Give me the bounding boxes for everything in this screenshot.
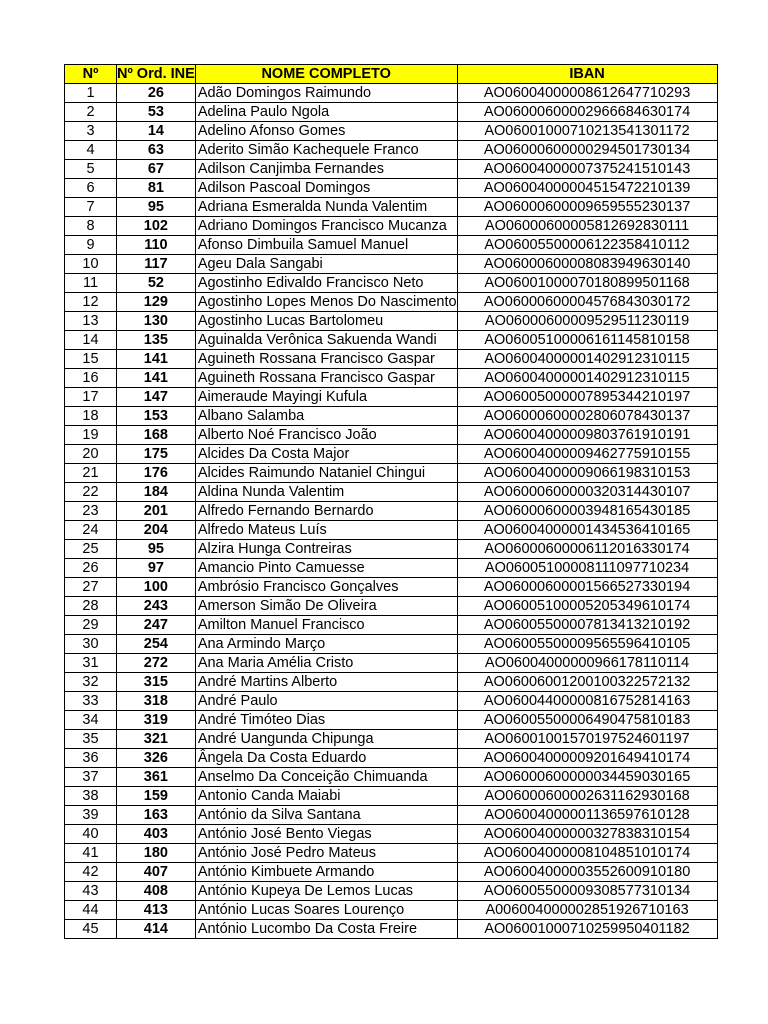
full-name-cell: Antonio Canda Maiabi [195, 787, 457, 806]
table-row [65, 806, 718, 825]
full-name-cell: Afonso Dimbuila Samuel Manuel [195, 236, 457, 255]
table-row [65, 293, 718, 312]
row-number-cell: 44 [65, 901, 117, 920]
full-name-cell: Adelino Afonso Gomes [195, 122, 457, 141]
full-name-cell: Aderito Simão Kachequele Franco [195, 141, 457, 160]
iban-cell: AO06004000009066198310153 [457, 464, 717, 483]
order-ine-cell: 315 [117, 673, 196, 692]
iban-cell: AO06004000004515472210139 [457, 179, 717, 198]
header-row [65, 65, 718, 84]
iban-cell: AO06000600000294501730134 [457, 141, 717, 160]
order-ine-cell: 52 [117, 274, 196, 293]
row-number-cell: 25 [65, 540, 117, 559]
table-row [65, 84, 718, 103]
row-number-cell: 38 [65, 787, 117, 806]
order-ine-cell: 184 [117, 483, 196, 502]
order-ine-cell: 53 [117, 103, 196, 122]
order-ine-cell: 81 [117, 179, 196, 198]
iban-cell: AO06000600002966684630174 [457, 103, 717, 122]
order-ine-cell: 26 [117, 84, 196, 103]
iban-cell: AO06004000001136597610128 [457, 806, 717, 825]
full-name-cell: Alzira Hunga Contreiras [195, 540, 457, 559]
row-number-cell: 11 [65, 274, 117, 293]
order-ine-cell: 176 [117, 464, 196, 483]
row-number-cell: 45 [65, 920, 117, 939]
iban-cell: AO06004400000816752814163 [457, 692, 717, 711]
row-number-cell: 39 [65, 806, 117, 825]
table-row [65, 331, 718, 350]
row-number-cell: 10 [65, 255, 117, 274]
row-number-cell: 30 [65, 635, 117, 654]
row-number-cell: 24 [65, 521, 117, 540]
full-name-cell: Ângela Da Costa Eduardo [195, 749, 457, 768]
order-ine-cell: 141 [117, 369, 196, 388]
iban-cell: AO06004000009201649410174 [457, 749, 717, 768]
row-number-cell: 7 [65, 198, 117, 217]
iban-cell: AO06000600004576843030172 [457, 293, 717, 312]
full-name-cell: André Paulo [195, 692, 457, 711]
iban-cell: AO06001000710213541301172 [457, 122, 717, 141]
order-ine-cell: 159 [117, 787, 196, 806]
table-row [65, 730, 718, 749]
col-header-order-ine: Nº Ord. INE [117, 66, 195, 82]
employee-iban-table [64, 64, 718, 939]
full-name-cell: Agostinho Lucas Bartolomeu [195, 312, 457, 331]
row-number-cell: 2 [65, 103, 117, 122]
full-name-cell: Adriano Domingos Francisco Mucanza [195, 217, 457, 236]
row-number-cell: 42 [65, 863, 117, 882]
row-number-cell: 32 [65, 673, 117, 692]
table-row [65, 673, 718, 692]
col-header-full-name: NOME COMPLETO [195, 65, 457, 84]
table-row [65, 274, 718, 293]
order-ine-cell: 67 [117, 160, 196, 179]
iban-cell: AO06004000001402912310115 [457, 369, 717, 388]
order-ine-cell: 117 [117, 255, 196, 274]
full-name-cell: Amilton Manuel Francisco [195, 616, 457, 635]
full-name-cell: Alcides Raimundo Nataniel Chingui [195, 464, 457, 483]
full-name-cell: André Timóteo Dias [195, 711, 457, 730]
full-name-cell: Anselmo Da Conceição Chimuanda [195, 768, 457, 787]
table-row [65, 103, 718, 122]
table-row [65, 521, 718, 540]
table-row [65, 502, 718, 521]
order-ine-cell: 135 [117, 331, 196, 350]
table-row [65, 426, 718, 445]
row-number-cell: 28 [65, 597, 117, 616]
table-row [65, 863, 718, 882]
table-row [65, 198, 718, 217]
col-header-iban: IBAN [457, 65, 717, 84]
table-row [65, 350, 718, 369]
full-name-cell: Adão Domingos Raimundo [195, 84, 457, 103]
order-ine-cell: 254 [117, 635, 196, 654]
table-row [65, 141, 718, 160]
col-header-number: Nº [65, 65, 117, 84]
table-row [65, 654, 718, 673]
full-name-cell: Aguineth Rossana Francisco Gaspar [195, 350, 457, 369]
row-number-cell: 20 [65, 445, 117, 464]
order-ine-cell: 319 [117, 711, 196, 730]
iban-cell: AO06004000003552600910180 [457, 863, 717, 882]
order-ine-cell: 147 [117, 388, 196, 407]
iban-cell: AO06005500007813413210192 [457, 616, 717, 635]
order-ine-cell: 243 [117, 597, 196, 616]
table-row [65, 749, 718, 768]
iban-cell: AO06001000070180899501168 [457, 274, 717, 293]
table-row [65, 844, 718, 863]
order-ine-cell: 180 [117, 844, 196, 863]
order-ine-cell: 110 [117, 236, 196, 255]
order-ine-cell: 97 [117, 559, 196, 578]
full-name-cell: Adelina Paulo Ngola [195, 103, 457, 122]
table-row [65, 179, 718, 198]
iban-cell: AO06004000000966178110114 [457, 654, 717, 673]
row-number-cell: 8 [65, 217, 117, 236]
iban-cell: AO06004000009462775910155 [457, 445, 717, 464]
full-name-cell: Alberto Noé Francisco João [195, 426, 457, 445]
iban-cell: AO06004000008612647710293 [457, 84, 717, 103]
row-number-cell: 23 [65, 502, 117, 521]
row-number-cell: 4 [65, 141, 117, 160]
iban-cell: AO06000600003948165430185 [457, 502, 717, 521]
iban-cell: AO06000600009529511230119 [457, 312, 717, 331]
table-row [65, 597, 718, 616]
order-ine-cell: 361 [117, 768, 196, 787]
table-row [65, 464, 718, 483]
row-number-cell: 40 [65, 825, 117, 844]
row-number-cell: 16 [65, 369, 117, 388]
iban-cell: AO06005500006122358410112 [457, 236, 717, 255]
order-ine-cell: 321 [117, 730, 196, 749]
iban-cell: AO06000600005812692830111 [457, 217, 717, 236]
row-number-cell: 18 [65, 407, 117, 426]
table-row [65, 160, 718, 179]
iban-cell: AO06000600008083949630140 [457, 255, 717, 274]
full-name-cell: Alcides Da Costa Major [195, 445, 457, 464]
order-ine-cell: 175 [117, 445, 196, 464]
full-name-cell: António José Pedro Mateus [195, 844, 457, 863]
order-ine-cell: 95 [117, 198, 196, 217]
iban-cell: AO06005100005205349610174 [457, 597, 717, 616]
table-row [65, 540, 718, 559]
iban-cell: AO06004000001434536410165 [457, 521, 717, 540]
order-ine-cell: 326 [117, 749, 196, 768]
iban-cell: AO06000600009659555230137 [457, 198, 717, 217]
order-ine-cell: 163 [117, 806, 196, 825]
table-row [65, 407, 718, 426]
full-name-cell: António da Silva Santana [195, 806, 457, 825]
full-name-cell: Aimeraude Mayingi Kufula [195, 388, 457, 407]
row-number-cell: 12 [65, 293, 117, 312]
table-row [65, 312, 718, 331]
iban-cell: AO06004000001402912310115 [457, 350, 717, 369]
row-number-cell: 14 [65, 331, 117, 350]
order-ine-cell: 318 [117, 692, 196, 711]
row-number-cell: 3 [65, 122, 117, 141]
table-row [65, 445, 718, 464]
order-ine-cell: 153 [117, 407, 196, 426]
full-name-cell: António Kimbuete Armando [195, 863, 457, 882]
order-ine-cell: 14 [117, 122, 196, 141]
iban-cell: AO06000600000320314430107 [457, 483, 717, 502]
full-name-cell: Agostinho Lopes Menos Do Nascimento [195, 293, 457, 312]
table-row [65, 901, 718, 920]
order-ine-cell: 63 [117, 141, 196, 160]
row-number-cell: 13 [65, 312, 117, 331]
iban-cell: AO06004000000327838310154 [457, 825, 717, 844]
iban-cell: AO06005500009308577310134 [457, 882, 717, 901]
order-ine-cell: 247 [117, 616, 196, 635]
table-row [65, 825, 718, 844]
row-number-cell: 43 [65, 882, 117, 901]
table-row [65, 578, 718, 597]
iban-cell: AO06000600006112016330174 [457, 540, 717, 559]
row-number-cell: 27 [65, 578, 117, 597]
row-number-cell: 41 [65, 844, 117, 863]
order-ine-cell: 102 [117, 217, 196, 236]
row-number-cell: 22 [65, 483, 117, 502]
row-number-cell: 1 [65, 84, 117, 103]
full-name-cell: Ana Armindo Março [195, 635, 457, 654]
iban-cell: AO06005500006490475810183 [457, 711, 717, 730]
table-row [65, 559, 718, 578]
iban-cell: AO06005100006161145810158 [457, 331, 717, 350]
table-row [65, 616, 718, 635]
table-row [65, 920, 718, 939]
full-name-cell: Adilson Pascoal Domingos [195, 179, 457, 198]
table-row [65, 255, 718, 274]
order-ine-cell: 141 [117, 350, 196, 369]
row-number-cell: 15 [65, 350, 117, 369]
row-number-cell: 5 [65, 160, 117, 179]
table-row [65, 236, 718, 255]
iban-cell: AO06006001200100322572132 [457, 673, 717, 692]
table-row [65, 787, 718, 806]
iban-cell: AO06005100008111097710234 [457, 559, 717, 578]
full-name-cell: Amancio Pinto Camuesse [195, 559, 457, 578]
order-ine-cell: 95 [117, 540, 196, 559]
iban-cell: AO06000600001566527330194 [457, 578, 717, 597]
order-ine-cell: 413 [117, 901, 196, 920]
table-row [65, 692, 718, 711]
order-ine-cell: 272 [117, 654, 196, 673]
order-ine-cell: 408 [117, 882, 196, 901]
full-name-cell: Aguineth Rossana Francisco Gaspar [195, 369, 457, 388]
full-name-cell: Amerson Simão De Oliveira [195, 597, 457, 616]
iban-cell: AO06005500009565596410105 [457, 635, 717, 654]
row-number-cell: 33 [65, 692, 117, 711]
full-name-cell: Alfredo Fernando Bernardo [195, 502, 457, 521]
full-name-cell: António Lucas Soares Lourenço [195, 901, 457, 920]
full-name-cell: Adriana Esmeralda Nunda Valentim [195, 198, 457, 217]
table-row [65, 122, 718, 141]
order-ine-cell: 407 [117, 863, 196, 882]
iban-cell: AO06001001570197524601197 [457, 730, 717, 749]
full-name-cell: Alfredo Mateus Luís [195, 521, 457, 540]
iban-cell: AO06004000008104851010174 [457, 844, 717, 863]
order-ine-cell: 130 [117, 312, 196, 331]
full-name-cell: André Martins Alberto [195, 673, 457, 692]
full-name-cell: António Lucombo Da Costa Freire [195, 920, 457, 939]
iban-cell: AO06000600002806078430137 [457, 407, 717, 426]
row-number-cell: 37 [65, 768, 117, 787]
full-name-cell: Adilson Canjimba Fernandes [195, 160, 457, 179]
full-name-cell: Albano Salamba [195, 407, 457, 426]
row-number-cell: 36 [65, 749, 117, 768]
table-row [65, 369, 718, 388]
iban-cell: AO06005000007895344210197 [457, 388, 717, 407]
order-ine-cell: 168 [117, 426, 196, 445]
full-name-cell: André Uangunda Chipunga [195, 730, 457, 749]
order-ine-cell: 414 [117, 920, 196, 939]
full-name-cell: Agostinho Edivaldo Francisco Neto [195, 274, 457, 293]
row-number-cell: 34 [65, 711, 117, 730]
table-row [65, 711, 718, 730]
full-name-cell: Ambrósio Francisco Gonçalves [195, 578, 457, 597]
full-name-cell: Aguinalda Verônica Sakuenda Wandi [195, 331, 457, 350]
row-number-cell: 35 [65, 730, 117, 749]
iban-cell: AO06000600000034459030165 [457, 768, 717, 787]
row-number-cell: 17 [65, 388, 117, 407]
row-number-cell: 6 [65, 179, 117, 198]
iban-cell: AO06004000009803761910191 [457, 426, 717, 445]
table-row [65, 768, 718, 787]
order-ine-cell: 201 [117, 502, 196, 521]
iban-cell: AO06004000007375241510143 [457, 160, 717, 179]
row-number-cell: 9 [65, 236, 117, 255]
order-ine-cell: 204 [117, 521, 196, 540]
row-number-cell: 31 [65, 654, 117, 673]
order-ine-cell: 100 [117, 578, 196, 597]
table-row [65, 388, 718, 407]
row-number-cell: 21 [65, 464, 117, 483]
table-row [65, 882, 718, 901]
iban-cell: A006004000002851926710163 [457, 901, 717, 920]
iban-cell: AO06001000710259950401182 [457, 920, 717, 939]
order-ine-cell: 129 [117, 293, 196, 312]
full-name-cell: Aldina Nunda Valentim [195, 483, 457, 502]
full-name-cell: Ageu Dala Sangabi [195, 255, 457, 274]
table-row [65, 483, 718, 502]
order-ine-cell: 403 [117, 825, 196, 844]
table-row [65, 635, 718, 654]
row-number-cell: 29 [65, 616, 117, 635]
iban-cell: AO06000600002631162930168 [457, 787, 717, 806]
full-name-cell: António Kupeya De Lemos Lucas [195, 882, 457, 901]
row-number-cell: 19 [65, 426, 117, 445]
table-row [65, 217, 718, 236]
full-name-cell: Ana Maria Amélia Cristo [195, 654, 457, 673]
full-name-cell: António José Bento Viegas [195, 825, 457, 844]
row-number-cell: 26 [65, 559, 117, 578]
